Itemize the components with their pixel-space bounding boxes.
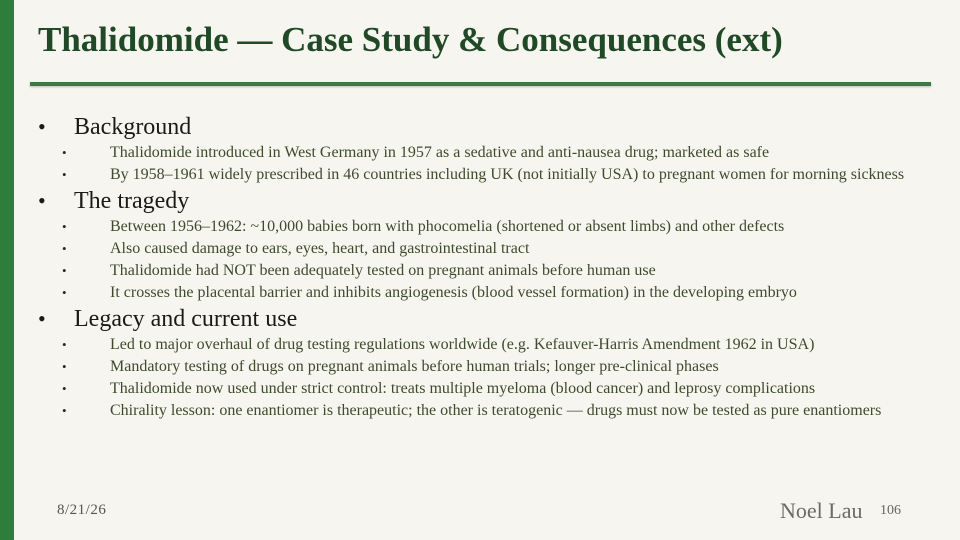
bullet-icon: •	[62, 381, 67, 396]
list-item	[0, 282, 960, 304]
list-item	[0, 400, 960, 422]
bullet-icon: •	[62, 145, 67, 160]
list-item	[0, 378, 960, 400]
list-item-text: Between 1956–1962: ~10,000 babies born with phocomelia (shortened or absent limbs) and other defects	[110, 218, 785, 235]
list-item-text: Mandatory testing of drugs on pregnant animals before human trials; longer pre-clinical phases	[110, 358, 719, 375]
list-item	[0, 142, 960, 164]
list-item-text: Also caused damage to ears, eyes, heart, and gastrointestinal tract	[110, 240, 530, 257]
bullet-icon: •	[62, 359, 67, 374]
section-heading-text: The tragedy	[74, 188, 190, 214]
bullet-icon: •	[62, 167, 67, 182]
bullet-icon: •	[62, 241, 67, 256]
title-divider	[30, 82, 931, 86]
bullet-icon: •	[38, 306, 46, 331]
section-heading-text: Legacy and current use	[74, 306, 298, 332]
bullet-section	[0, 186, 960, 304]
bullet-icon: •	[62, 403, 67, 418]
list-item	[0, 334, 960, 356]
bullet-section	[0, 112, 960, 186]
list-item-text: Thalidomide now used under strict control: treats multiple myeloma (blood cancer) and leprosy complications	[110, 380, 816, 397]
list-item	[0, 164, 960, 186]
section-heading	[0, 112, 960, 142]
sub-bullet-list	[0, 142, 960, 186]
section-heading	[0, 304, 960, 334]
bullet-icon: •	[38, 188, 46, 213]
list-item-text: Chirality lesson: one enantiomer is therapeutic; the other is teratogenic — drugs must now be tested as pure enantiomers	[110, 402, 882, 419]
list-item	[0, 260, 960, 282]
bullet-icon: •	[38, 114, 46, 139]
list-item	[0, 238, 960, 260]
list-item-text: Led to major overhaul of drug testing regulations worldwide (e.g. Kefauver-Harris Amendment 1962 in USA)	[110, 336, 815, 353]
sub-bullet-list	[0, 334, 960, 422]
slide-title: Thalidomide — Case Study & Consequences (ext)	[38, 20, 783, 59]
page-number: 106	[880, 503, 901, 518]
list-item-text: It crosses the placental barrier and inhibits angiogenesis (blood vessel formation) in the developing embryo	[110, 284, 797, 301]
section-heading-text: Background	[74, 114, 192, 140]
list-item-text: By 1958–1961 widely prescribed in 46 countries including UK (not initially USA) to pregnant women for morning sickness	[110, 166, 905, 183]
bullet-section	[0, 304, 960, 422]
section-heading	[0, 186, 960, 216]
bullet-icon: •	[62, 337, 67, 352]
bullet-icon: •	[62, 263, 67, 278]
list-item	[0, 356, 960, 378]
list-item	[0, 216, 960, 238]
footer-author: Noel Lau	[780, 498, 863, 523]
sub-bullet-list	[0, 216, 960, 304]
bullet-icon: •	[62, 219, 67, 234]
slide-content	[0, 112, 960, 422]
footer-date: 8/21/26	[57, 502, 107, 518]
list-item-text: Thalidomide introduced in West Germany in 1957 as a sedative and anti-nausea drug; marketed as safe	[110, 144, 770, 161]
bullet-icon: •	[62, 285, 67, 300]
list-item-text: Thalidomide had NOT been adequately tested on pregnant animals before human use	[110, 262, 656, 279]
